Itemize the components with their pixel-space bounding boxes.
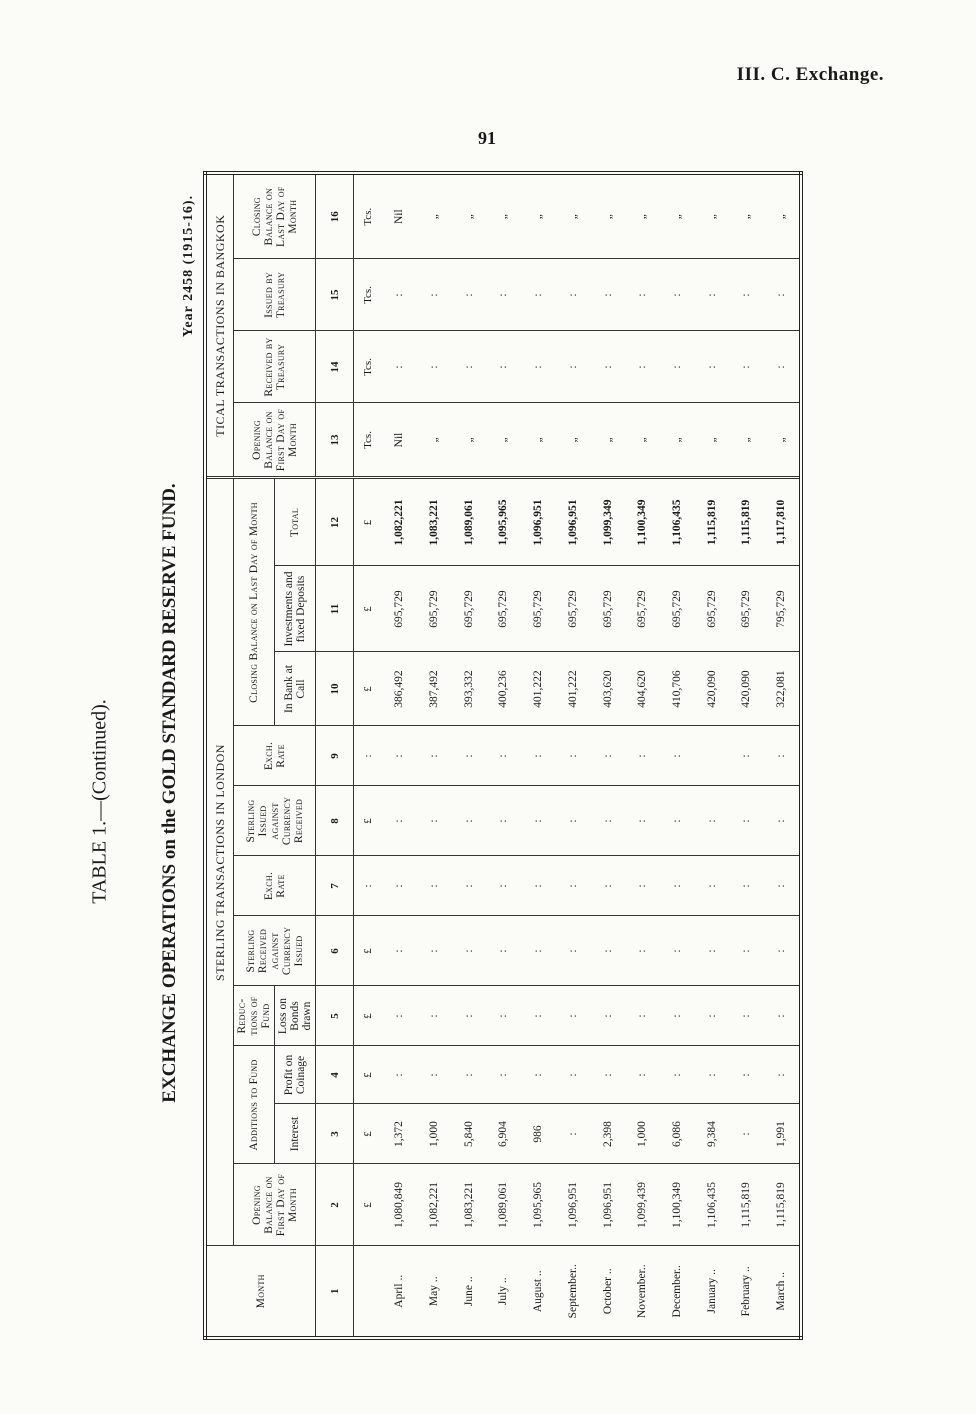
value-cell-c14: :: [625, 331, 660, 403]
value-cell-c3: 6,086: [660, 1104, 695, 1164]
value-cell-c11: 695,729: [451, 566, 486, 652]
value-cell-c4: :: [764, 1046, 801, 1104]
header-tical-opening: Opening Balance on First Day of Month: [234, 403, 316, 478]
value-cell-c16: „: [764, 173, 801, 259]
year-label: [182, 136, 198, 396]
value-cell-c7: :: [729, 856, 764, 916]
header-closing-balance: Closing Balance on Last Day of Month: [234, 478, 275, 726]
value-cell-c4: :: [382, 1046, 417, 1104]
value-cell-c4: :: [486, 1046, 521, 1104]
unit-cell: £: [354, 786, 382, 856]
value-cell-c3: 1,000: [625, 1104, 660, 1164]
value-cell-c2: 1,095,965: [521, 1164, 556, 1246]
value-cell-c2: 1,096,951: [555, 1164, 590, 1246]
value-cell-c16: „: [417, 173, 452, 259]
value-cell-c9: :: [729, 726, 764, 786]
header-opening-balance: Opening Balance on First Day of Month: [234, 1164, 316, 1246]
unit-cell: Tcs.: [354, 259, 382, 331]
value-cell-c15: :: [625, 259, 660, 331]
value-cell-c10: 410,706: [660, 652, 695, 726]
header-issued-by-treasury: Issued by Treasury: [234, 259, 316, 331]
value-cell-c9: [694, 726, 729, 786]
value-cell-c8: :: [555, 786, 590, 856]
value-cell-c5: :: [660, 986, 695, 1046]
rotated-table-container: [203, 175, 803, 1340]
value-cell-c12: 1,099,349: [590, 478, 625, 566]
group-london: STERLING TRANSACTIONS IN LONDON: [205, 478, 234, 1246]
value-cell-c4: :: [694, 1046, 729, 1104]
value-cell-c10: 404,620: [625, 652, 660, 726]
value-cell-c10: 393,332: [451, 652, 486, 726]
value-cell-c8: :: [451, 786, 486, 856]
table-row: [555, 173, 590, 1338]
value-cell-c7: :: [451, 856, 486, 916]
value-cell-c2: 1,115,819: [729, 1164, 764, 1246]
header-additions: Additions to Fund: [234, 1046, 275, 1164]
value-cell-c14: :: [486, 331, 521, 403]
value-cell-c12: 1,117,810: [764, 478, 801, 566]
year-text: Year 2458 (1915-16).: [181, 194, 196, 338]
value-cell-c11: 695,729: [660, 566, 695, 652]
value-cell-c8: :: [694, 786, 729, 856]
value-cell-c8: :: [521, 786, 556, 856]
value-cell-c7: :: [486, 856, 521, 916]
value-cell-c10: 420,090: [729, 652, 764, 726]
value-cell-c2: 1,100,349: [660, 1164, 695, 1246]
value-cell-c16: „: [694, 173, 729, 259]
table-row: [729, 173, 764, 1338]
value-cell-c12: 1,096,951: [521, 478, 556, 566]
month-cell: April ..: [382, 1246, 417, 1338]
value-cell-c2: 1,080,849: [382, 1164, 417, 1246]
table-body: [316, 173, 802, 1338]
column-number: 3: [316, 1104, 354, 1164]
value-cell-c12: 1,095,965: [486, 478, 521, 566]
value-cell-c15: :: [660, 259, 695, 331]
header-investments: Investments and fixed Deposits: [275, 566, 316, 652]
table-row: [382, 173, 417, 1338]
month-cell: June ..: [451, 1246, 486, 1338]
value-cell-c10: 403,620: [590, 652, 625, 726]
unit-cell: £: [354, 652, 382, 726]
value-cell-c5: :: [555, 986, 590, 1046]
value-cell-c4: :: [729, 1046, 764, 1104]
exchange-operations-table: [203, 171, 803, 1340]
value-cell-c13: „: [660, 403, 695, 478]
unit-cell: Tcs.: [354, 403, 382, 478]
value-cell-c4: :: [521, 1046, 556, 1104]
value-cell-c4: :: [660, 1046, 695, 1104]
value-cell-c2: 1,096,951: [590, 1164, 625, 1246]
value-cell-c15: :: [451, 259, 486, 331]
table-row: [660, 173, 695, 1338]
column-number: 5: [316, 986, 354, 1046]
table-row: [486, 173, 521, 1338]
month-cell: January ..: [694, 1246, 729, 1338]
value-cell-c10: 322,081: [764, 652, 801, 726]
table-row: [521, 173, 556, 1338]
month-cell: July ..: [486, 1246, 521, 1338]
header-interest: Interest: [275, 1104, 316, 1164]
value-cell-c6: :: [660, 916, 695, 986]
value-cell-c15: :: [382, 259, 417, 331]
value-cell-c5: :: [382, 986, 417, 1046]
unit-cell: £: [354, 916, 382, 986]
header-exch-rate-9: Exch. Rate: [234, 726, 316, 786]
value-cell-c10: 387,492: [417, 652, 452, 726]
value-cell-c4: :: [555, 1046, 590, 1104]
value-cell-c3: 986: [521, 1104, 556, 1164]
month-cell: May ..: [417, 1246, 452, 1338]
column-number: 11: [316, 566, 354, 652]
unit-cell: Tcs.: [354, 173, 382, 259]
value-cell-c10: 401,222: [555, 652, 590, 726]
value-cell-c6: :: [417, 916, 452, 986]
value-cell-c6: :: [486, 916, 521, 986]
value-cell-c4: :: [625, 1046, 660, 1104]
value-cell-c9: :: [660, 726, 695, 786]
value-cell-c12: 1,115,819: [729, 478, 764, 566]
unit-cell: Tcs.: [354, 331, 382, 403]
value-cell-c6: :: [555, 916, 590, 986]
value-cell-c15: :: [521, 259, 556, 331]
value-cell-c8: :: [417, 786, 452, 856]
column-number: 16: [316, 173, 354, 259]
value-cell-c3: 1,000: [417, 1104, 452, 1164]
header-exch-rate-7: Exch. Rate: [234, 856, 316, 916]
value-cell-c9: :: [625, 726, 660, 786]
value-cell-c3: 1,991: [764, 1104, 801, 1164]
value-cell-c6: :: [694, 916, 729, 986]
value-cell-c12: 1,115,819: [694, 478, 729, 566]
unit-cell: £: [354, 1164, 382, 1246]
table-row: [764, 173, 801, 1338]
value-cell-c13: Nil: [382, 403, 417, 478]
value-cell-c5: :: [417, 986, 452, 1046]
header-sterling-received: Sterling Received against Currency Issued: [234, 916, 316, 986]
value-cell-c16: „: [521, 173, 556, 259]
value-cell-c10: 401,222: [521, 652, 556, 726]
value-cell-c11: 695,729: [729, 566, 764, 652]
column-number: 14: [316, 331, 354, 403]
value-cell-c16: „: [625, 173, 660, 259]
value-cell-c15: :: [417, 259, 452, 331]
header-received-by-treasury: Received by Treasury: [234, 331, 316, 403]
value-cell-c15: :: [590, 259, 625, 331]
value-cell-c6: :: [764, 916, 801, 986]
value-cell-c7: :: [764, 856, 801, 916]
value-cell-c2: 1,082,221: [417, 1164, 452, 1246]
value-cell-c6: :: [382, 916, 417, 986]
value-cell-c16: Nil: [382, 173, 417, 259]
value-cell-c12: 1,083,221: [417, 478, 452, 566]
value-cell-c7: :: [417, 856, 452, 916]
value-cell-c11: 695,729: [417, 566, 452, 652]
value-cell-c11: 695,729: [694, 566, 729, 652]
value-cell-c12: 1,096,951: [555, 478, 590, 566]
month-cell: November..: [625, 1246, 660, 1338]
month-cell: September..: [555, 1246, 590, 1338]
value-cell-c14: :: [521, 331, 556, 403]
value-cell-c6: :: [729, 916, 764, 986]
value-cell-c16: „: [729, 173, 764, 259]
main-title: [119, 433, 180, 1153]
unit-cell: £: [354, 566, 382, 652]
value-cell-c3: 1,372: [382, 1104, 417, 1164]
value-cell-c14: :: [694, 331, 729, 403]
value-cell-c15: :: [729, 259, 764, 331]
value-cell-c10: 386,492: [382, 652, 417, 726]
table-row: [625, 173, 660, 1338]
value-cell-c5: :: [521, 986, 556, 1046]
value-cell-c2: 1,106,435: [694, 1164, 729, 1246]
value-cell-c9: :: [382, 726, 417, 786]
unit-cell: £: [354, 986, 382, 1046]
value-cell-c9: :: [521, 726, 556, 786]
value-cell-c16: „: [590, 173, 625, 259]
value-cell-c7: :: [590, 856, 625, 916]
unit-cell: [354, 1246, 382, 1338]
value-cell-c14: :: [590, 331, 625, 403]
value-cell-c14: :: [660, 331, 695, 403]
table-number-title: [89, 562, 112, 1042]
header-reductions: Reduc-tions of Fund: [234, 986, 275, 1046]
value-cell-c3: 5,840: [451, 1104, 486, 1164]
value-cell-c5: :: [486, 986, 521, 1046]
value-cell-c11: 695,729: [625, 566, 660, 652]
unit-cell: :: [354, 726, 382, 786]
value-cell-c7: :: [694, 856, 729, 916]
value-cell-c8: :: [590, 786, 625, 856]
value-cell-c11: 695,729: [521, 566, 556, 652]
value-cell-c12: 1,100,349: [625, 478, 660, 566]
header-loss-on-bonds: Loss on Bonds drawn: [275, 986, 316, 1046]
value-cell-c9: :: [451, 726, 486, 786]
value-cell-c7: :: [521, 856, 556, 916]
column-number: 8: [316, 786, 354, 856]
value-cell-c9: :: [486, 726, 521, 786]
column-number: 9: [316, 726, 354, 786]
table-row: [451, 173, 486, 1338]
value-cell-c6: :: [521, 916, 556, 986]
value-cell-c8: :: [764, 786, 801, 856]
unit-cell: £: [354, 478, 382, 566]
value-cell-c13: „: [521, 403, 556, 478]
value-cell-c14: :: [451, 331, 486, 403]
value-cell-c14: :: [729, 331, 764, 403]
value-cell-c15: :: [694, 259, 729, 331]
value-cell-c7: :: [382, 856, 417, 916]
value-cell-c3: 2,398: [590, 1104, 625, 1164]
column-number: 15: [316, 259, 354, 331]
value-cell-c14: :: [764, 331, 801, 403]
value-cell-c2: 1,099,439: [625, 1164, 660, 1246]
value-cell-c3: 9,384: [694, 1104, 729, 1164]
value-cell-c5: :: [694, 986, 729, 1046]
value-cell-c5: :: [451, 986, 486, 1046]
page-number: 91: [478, 128, 496, 148]
value-cell-c13: „: [590, 403, 625, 478]
value-cell-c8: :: [625, 786, 660, 856]
column-number: 13: [316, 403, 354, 478]
value-cell-c13: „: [764, 403, 801, 478]
table-row: [417, 173, 452, 1338]
value-cell-c7: :: [555, 856, 590, 916]
value-cell-c6: :: [625, 916, 660, 986]
value-cell-c5: :: [764, 986, 801, 1046]
value-cell-c2: 1,089,061: [486, 1164, 521, 1246]
value-cell-c10: 400,236: [486, 652, 521, 726]
table-row: [590, 173, 625, 1338]
group-bangkok: TICAL TRANSACTIONS IN BANGKOK: [205, 173, 234, 478]
table-number-text: TABLE 1.—(Continued).: [88, 699, 111, 904]
value-cell-c13: „: [625, 403, 660, 478]
value-cell-c13: „: [555, 403, 590, 478]
value-cell-c8: :: [382, 786, 417, 856]
column-number: 4: [316, 1046, 354, 1104]
table-row: [694, 173, 729, 1338]
value-cell-c16: „: [555, 173, 590, 259]
month-cell: February ..: [729, 1246, 764, 1338]
value-cell-c12: 1,106,435: [660, 478, 695, 566]
value-cell-c16: „: [451, 173, 486, 259]
value-cell-c12: 1,089,061: [451, 478, 486, 566]
value-cell-c8: :: [486, 786, 521, 856]
value-cell-c2: 1,083,221: [451, 1164, 486, 1246]
unit-row: [354, 173, 382, 1338]
value-cell-c8: :: [660, 786, 695, 856]
value-cell-c15: :: [764, 259, 801, 331]
header-sterling-issued: Sterling Issued against Currency Received: [234, 786, 316, 856]
column-number: 7: [316, 856, 354, 916]
value-cell-c4: :: [451, 1046, 486, 1104]
value-cell-c5: :: [625, 986, 660, 1046]
value-cell-c8: :: [729, 786, 764, 856]
header-in-bank: In Bank at Call: [275, 652, 316, 726]
value-cell-c6: :: [451, 916, 486, 986]
value-cell-c3: :: [729, 1104, 764, 1164]
month-cell: October ..: [590, 1246, 625, 1338]
value-cell-c3: :: [555, 1104, 590, 1164]
unit-cell: £: [354, 1046, 382, 1104]
value-cell-c15: :: [555, 259, 590, 331]
value-cell-c13: „: [694, 403, 729, 478]
value-cell-c16: „: [660, 173, 695, 259]
value-cell-c13: „: [417, 403, 452, 478]
month-cell: December..: [660, 1246, 695, 1338]
column-number: 2: [316, 1164, 354, 1246]
value-cell-c9: :: [555, 726, 590, 786]
value-cell-c4: :: [590, 1046, 625, 1104]
header-month: Month: [205, 1246, 316, 1338]
value-cell-c14: :: [382, 331, 417, 403]
value-cell-c10: 420,090: [694, 652, 729, 726]
header-tical-closing: Closing Balance on Last Day of Month: [234, 173, 316, 259]
unit-cell: £: [354, 1104, 382, 1164]
value-cell-c2: 1,115,819: [764, 1164, 801, 1246]
column-number: 10: [316, 652, 354, 726]
value-cell-c11: 695,729: [382, 566, 417, 652]
value-cell-c13: „: [486, 403, 521, 478]
value-cell-c7: :: [625, 856, 660, 916]
month-cell: August ..: [521, 1246, 556, 1338]
column-number: 12: [316, 478, 354, 566]
header-total: Total: [275, 478, 316, 566]
value-cell-c16: „: [486, 173, 521, 259]
month-cell: March ..: [764, 1246, 801, 1338]
value-cell-c14: :: [417, 331, 452, 403]
value-cell-c11: 695,729: [555, 566, 590, 652]
value-cell-c7: :: [660, 856, 695, 916]
value-cell-c11: 695,729: [590, 566, 625, 652]
value-cell-c9: :: [764, 726, 801, 786]
value-cell-c13: „: [451, 403, 486, 478]
value-cell-c11: 795,729: [764, 566, 801, 652]
value-cell-c3: 6,904: [486, 1104, 521, 1164]
value-cell-c5: :: [729, 986, 764, 1046]
value-cell-c4: :: [417, 1046, 452, 1104]
value-cell-c12: 1,082,221: [382, 478, 417, 566]
value-cell-c13: „: [729, 403, 764, 478]
main-title-text: EXCHANGE OPERATIONS on the GOLD STANDARD RESERVE FUND.: [159, 483, 180, 1103]
column-number: 1: [316, 1246, 354, 1338]
value-cell-c9: :: [417, 726, 452, 786]
unit-cell: :: [354, 856, 382, 916]
column-number-row: [316, 173, 354, 1338]
column-number: 6: [316, 916, 354, 986]
value-cell-c9: :: [590, 726, 625, 786]
value-cell-c11: 695,729: [486, 566, 521, 652]
value-cell-c14: :: [555, 331, 590, 403]
value-cell-c6: :: [590, 916, 625, 986]
header-profit-on-coinage: Profit on Coinage: [275, 1046, 316, 1104]
value-cell-c15: :: [486, 259, 521, 331]
value-cell-c5: :: [590, 986, 625, 1046]
page-section-header: III. C. Exchange.: [736, 64, 884, 85]
